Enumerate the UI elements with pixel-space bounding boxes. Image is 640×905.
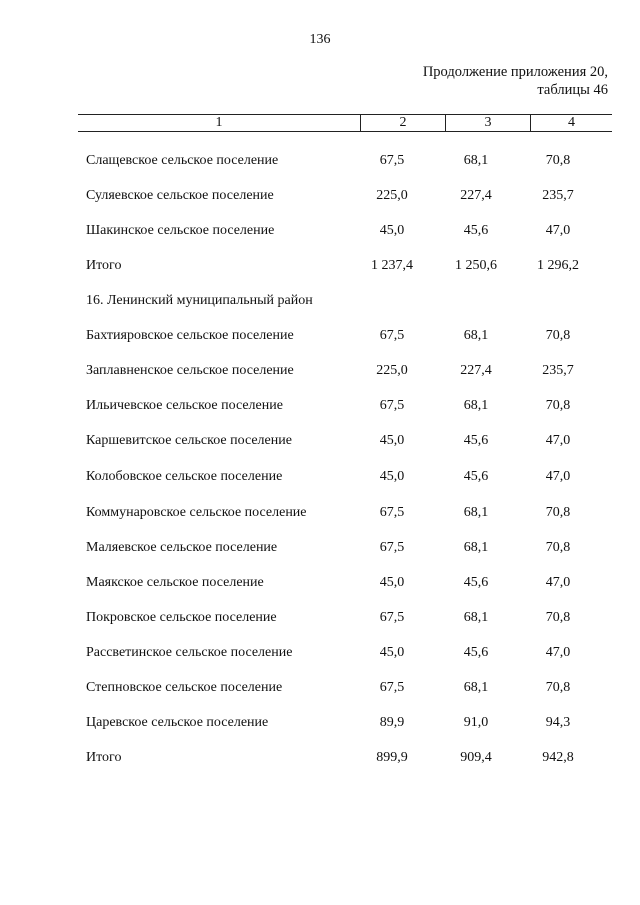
row-name: Коммунаровское сельское поселение [86, 505, 307, 520]
row-value-col2: 67,5 [379, 328, 405, 343]
row-value-col3: 68,1 [463, 505, 489, 520]
row-value-col2: 45,0 [379, 223, 405, 238]
table-row [0, 713, 640, 733]
row-name: Колобовское сельское поселение [86, 469, 283, 484]
row-value-col3: 68,1 [463, 153, 489, 168]
row-value-col4: 235,7 [542, 363, 574, 378]
row-value-col3: 68,1 [463, 398, 489, 413]
row-name: Итого [86, 258, 122, 273]
row-value-col4: 70,8 [545, 610, 571, 625]
table-row [0, 467, 640, 487]
row-name: Слащевское сельское поселение [86, 153, 279, 168]
table-row [0, 396, 640, 416]
section-heading: 16. Ленинский муниципальный район [86, 293, 313, 308]
column-number-header [78, 114, 612, 132]
row-value-col3: 909,4 [460, 750, 492, 765]
row-value-col2: 67,5 [379, 505, 405, 520]
row-value-col4: 1 296,2 [537, 258, 579, 273]
total-row [0, 748, 640, 768]
row-name: Суляевское сельское поселение [86, 188, 274, 203]
row-value-col3: 68,1 [463, 610, 489, 625]
row-value-col4: 47,0 [545, 433, 571, 448]
row-value-col2: 67,5 [379, 540, 405, 555]
row-value-col2: 45,0 [379, 575, 405, 590]
row-value-col3: 68,1 [463, 540, 489, 555]
row-value-col3: 68,1 [463, 328, 489, 343]
table-row [0, 643, 640, 663]
row-name: Бахтияровское сельское поселение [86, 328, 294, 343]
row-name: Итого [86, 750, 122, 765]
table-row [0, 361, 640, 381]
row-value-col4: 94,3 [545, 715, 571, 730]
table-row [0, 326, 640, 346]
header-col-1: 1 [78, 115, 361, 132]
row-name: Ильичевское сельское поселение [86, 398, 283, 413]
table-row [0, 431, 640, 451]
table-row [0, 503, 640, 523]
row-value-col2: 225,0 [376, 188, 408, 203]
row-name: Маляевское сельское поселение [86, 540, 278, 555]
total-row [0, 256, 640, 276]
row-value-col2: 67,5 [379, 153, 405, 168]
row-value-col2: 899,9 [376, 750, 408, 765]
header-col-3: 3 [446, 115, 531, 132]
table-row [0, 538, 640, 558]
table-row [0, 573, 640, 593]
row-value-col4: 70,8 [545, 153, 571, 168]
section-heading-row [0, 291, 640, 311]
row-value-col3: 1 250,6 [455, 258, 497, 273]
table-row [0, 151, 640, 171]
row-value-col3: 45,6 [463, 645, 489, 660]
appendix-caption-line2: таблицы 46 [537, 82, 608, 98]
row-value-col3: 45,6 [463, 575, 489, 590]
row-value-col2: 45,0 [379, 469, 405, 484]
row-name: Покровское сельское поселение [86, 610, 277, 625]
row-value-col4: 47,0 [545, 469, 571, 484]
row-value-col3: 91,0 [463, 715, 489, 730]
table-row [0, 608, 640, 628]
row-name: Каршевитское сельское поселение [86, 433, 292, 448]
row-value-col2: 67,5 [379, 398, 405, 413]
row-value-col4: 70,8 [545, 505, 571, 520]
row-value-col2: 45,0 [379, 645, 405, 660]
row-value-col4: 70,8 [545, 328, 571, 343]
header-col-2: 2 [361, 115, 446, 132]
row-value-col4: 942,8 [542, 750, 574, 765]
row-value-col3: 45,6 [463, 469, 489, 484]
row-name: Шакинское сельское поселение [86, 223, 275, 238]
row-name: Степновское сельское поселение [86, 680, 283, 695]
row-value-col4: 47,0 [545, 575, 571, 590]
header-row [78, 115, 612, 132]
row-value-col2: 1 237,4 [371, 258, 413, 273]
row-name: Царевское сельское поселение [86, 715, 269, 730]
row-value-col2: 45,0 [379, 433, 405, 448]
row-value-col2: 67,5 [379, 680, 405, 695]
row-value-col3: 45,6 [463, 223, 489, 238]
row-name: Маякское сельское поселение [86, 575, 264, 590]
appendix-caption-line1: Продолжение приложения 20, [422, 64, 608, 80]
row-name: Рассветинское сельское поселение [86, 645, 293, 660]
table-row [0, 221, 640, 241]
header-col-4: 4 [531, 115, 613, 132]
row-value-col4: 70,8 [545, 680, 571, 695]
row-value-col4: 235,7 [542, 188, 574, 203]
table-row [0, 186, 640, 206]
row-value-col2: 225,0 [376, 363, 408, 378]
table-row [0, 678, 640, 698]
row-value-col3: 227,4 [460, 363, 492, 378]
page-number: 136 [309, 32, 331, 47]
row-value-col3: 68,1 [463, 680, 489, 695]
row-value-col2: 67,5 [379, 610, 405, 625]
row-value-col4: 70,8 [545, 398, 571, 413]
row-value-col3: 227,4 [460, 188, 492, 203]
row-name: Заплавненское сельское поселение [86, 363, 294, 378]
row-value-col4: 47,0 [545, 645, 571, 660]
row-value-col4: 47,0 [545, 223, 571, 238]
row-value-col4: 70,8 [545, 540, 571, 555]
row-value-col2: 89,9 [379, 715, 405, 730]
row-value-col3: 45,6 [463, 433, 489, 448]
